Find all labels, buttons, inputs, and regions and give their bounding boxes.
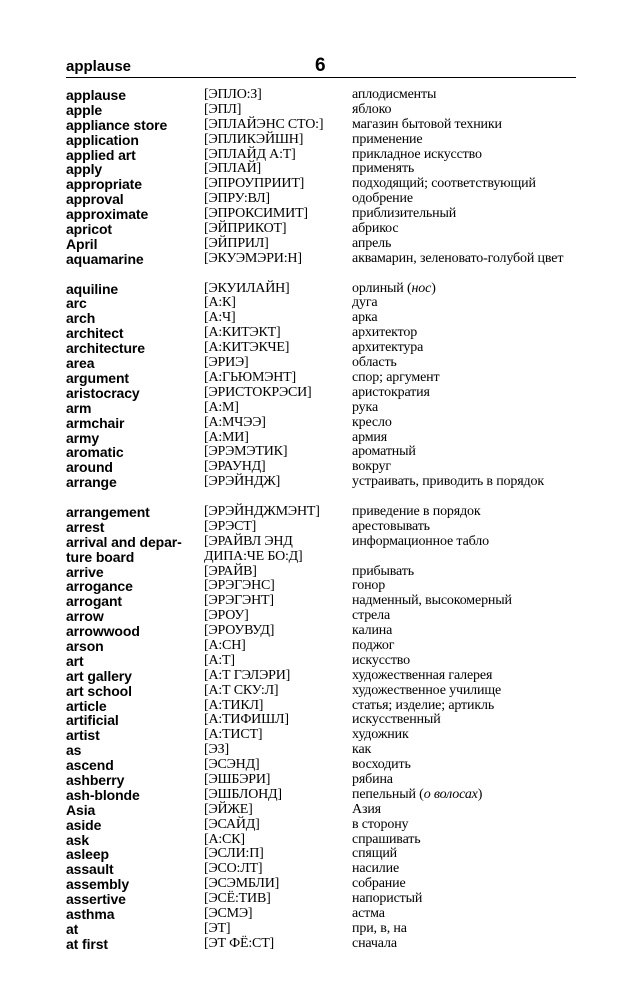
dictionary-entry xyxy=(66,654,586,669)
entry-translation-text: Азия xyxy=(352,801,381,817)
entry-translation-text: при, в, на xyxy=(352,920,407,936)
entry-pronunciation: [ЭЙПРИЛ] xyxy=(204,235,269,251)
entry-translation xyxy=(352,133,584,148)
dictionary-entry xyxy=(66,684,586,699)
entry-translation-text: поджог xyxy=(352,638,395,653)
entry-translation xyxy=(352,907,584,922)
entry-pronunciation: [ЭПРУ:ВЛ] xyxy=(204,191,270,207)
entry-translation xyxy=(352,535,584,550)
dictionary-entry xyxy=(66,907,586,922)
entry-translation-text: восходить xyxy=(352,757,411,773)
entry-translation xyxy=(352,594,584,609)
dictionary-entry xyxy=(66,162,586,177)
entry-headword: applied art xyxy=(66,146,136,163)
entry-translation xyxy=(352,356,584,371)
entry-translation xyxy=(352,431,584,446)
dictionary-entry xyxy=(66,609,586,624)
dictionary-entry xyxy=(66,401,586,416)
entry-headword: around xyxy=(66,459,113,476)
entry-headword: asthma xyxy=(66,906,115,923)
dictionary-entry xyxy=(66,445,586,460)
entry-translation xyxy=(352,341,584,356)
entry-translation-text: кресло xyxy=(352,414,392,430)
entry-list xyxy=(66,88,586,952)
dictionary-entry xyxy=(66,148,586,163)
entry-translation-text: спящий xyxy=(352,846,398,862)
entry-pronunciation: [А:К] xyxy=(204,295,236,311)
entry-headword: aromatic xyxy=(66,444,124,461)
entry-headword: arrowwood xyxy=(66,623,140,640)
entry-translation-text: вокруг xyxy=(352,459,391,475)
entry-translation xyxy=(352,847,584,862)
entry-pronunciation: [ЭРЭМЭТИК] xyxy=(204,444,288,460)
entry-translation-text: надменный, высокомерный xyxy=(352,593,512,609)
entry-pronunciation: [А:М] xyxy=(204,399,239,415)
entry-headword: appliance store xyxy=(66,116,168,133)
entry-headword: architecture xyxy=(66,340,145,357)
entry-headword: armchair xyxy=(66,414,125,431)
entry-translation xyxy=(352,207,584,222)
entry-translation xyxy=(352,148,584,163)
entry-pronunciation: [ЭЙЖЕ] xyxy=(204,801,253,817)
entry-headword: army xyxy=(66,429,100,446)
entry-headword: arrogance xyxy=(66,578,133,595)
entry-translation-text: искусственный xyxy=(352,712,441,728)
entry-translation xyxy=(352,654,584,669)
entry-headword: ask xyxy=(66,831,90,848)
dictionary-entry xyxy=(66,371,586,386)
entry-headword: arch xyxy=(66,310,96,327)
entry-headword: apply xyxy=(66,161,103,178)
entry-headword: apricot xyxy=(66,221,112,238)
dictionary-entry xyxy=(66,192,586,207)
entry-translation-text: аристократия xyxy=(352,384,430,400)
entry-translation-text: сначала xyxy=(352,935,397,951)
entry-translation-text: калина xyxy=(352,623,393,639)
entry-translation xyxy=(352,222,584,237)
entry-pronunciation: [А:Ч] xyxy=(204,310,236,326)
dictionary-entry xyxy=(66,818,586,833)
entry-translation xyxy=(352,639,584,654)
entry-pronunciation-line: ДИПА:ЧЕ БО:Д] xyxy=(204,548,303,564)
entry-headword: art school xyxy=(66,682,132,699)
dictionary-entry xyxy=(66,133,586,148)
entry-translation xyxy=(352,728,584,743)
entry-translation-text: апрель xyxy=(352,235,392,251)
dictionary-entry xyxy=(66,103,586,118)
dictionary-entry xyxy=(66,669,586,684)
entry-translation xyxy=(352,579,584,594)
entry-translation xyxy=(352,371,584,386)
entry-headword: arrest xyxy=(66,518,105,535)
entry-headword: as xyxy=(66,742,82,759)
dictionary-entry xyxy=(66,937,586,952)
dictionary-entry xyxy=(66,475,586,505)
dictionary-entry xyxy=(66,788,586,803)
entry-headword: arrogant xyxy=(66,593,122,610)
entry-pronunciation: [ЭШБЭРИ] xyxy=(204,772,271,788)
entry-translation-text: художественное училище xyxy=(352,682,502,698)
entry-translation-text: рука xyxy=(352,399,379,415)
entry-translation-text: арка xyxy=(352,310,378,326)
dictionary-entry xyxy=(66,416,586,431)
entry-translation xyxy=(352,713,584,728)
entry-headword: aquamarine xyxy=(66,250,144,267)
entry-usage-note: о волосах xyxy=(423,786,478,802)
dictionary-entry xyxy=(66,386,586,401)
entry-translation-text: арестовывать xyxy=(352,518,430,534)
entry-translation xyxy=(352,445,584,460)
entry-pronunciation: [А:МЧЭЭ] xyxy=(204,414,266,430)
entry-headword-line: ture board xyxy=(66,548,135,565)
entry-translation-text: художник xyxy=(352,727,409,743)
entry-translation-text: искусство xyxy=(352,652,411,668)
header-rule xyxy=(66,77,576,78)
entry-translation xyxy=(352,818,584,833)
entry-pronunciation: [ЭПРОУПРИИТ] xyxy=(204,176,305,192)
entry-headword: arson xyxy=(66,638,104,654)
entry-headword: assembly xyxy=(66,876,130,893)
entry-headword: argument xyxy=(66,369,129,386)
entry-usage-note: нос xyxy=(411,280,432,296)
dictionary-entry xyxy=(66,713,586,728)
entry-pronunciation: [ЭПЛИКЭЙШН] xyxy=(204,131,304,147)
entry-translation-text: одобрение xyxy=(352,191,413,207)
entry-headword xyxy=(66,535,204,565)
entry-translation: орлиный (нос) xyxy=(352,280,436,296)
entry-headword: arm xyxy=(66,399,92,416)
entry-pronunciation: [ЭСЭМБЛИ] xyxy=(204,876,280,892)
entry-headword: aquiline xyxy=(66,280,119,297)
entry-translation-text: астма xyxy=(352,906,385,922)
entry-translation-text: как xyxy=(352,742,372,758)
dictionary-entry xyxy=(66,341,586,356)
entry-translation xyxy=(352,877,584,892)
entry-pronunciation: [ЭПЛ] xyxy=(204,101,242,117)
entry-pronunciation: [ЭРЭЙНДЖМЭНТ] xyxy=(204,503,320,519)
dictionary-entry xyxy=(66,847,586,862)
entry-translation-text: пепельный xyxy=(352,786,416,802)
entry-translation xyxy=(352,684,584,699)
entry-pronunciation: [А:ТИКЛ] xyxy=(204,697,264,713)
entry-headword: artist xyxy=(66,727,100,744)
dictionary-entry xyxy=(66,460,586,475)
entry-pronunciation: [ЭПЛАЙЭНС СТО:] xyxy=(204,116,324,132)
entry-pronunciation: [ЭРОУВУД] xyxy=(204,623,275,639)
entry-pronunciation: [ЭРИЭ] xyxy=(204,355,249,371)
entry-pronunciation: [ЭПЛАЙ] xyxy=(204,161,261,177)
entry-translation-text: применять xyxy=(352,161,415,177)
entry-headword: applause xyxy=(66,87,126,103)
entry-translation xyxy=(352,624,584,639)
entry-translation-text: аквамарин, зеленовато-голубой цвет xyxy=(352,250,564,266)
entry-pronunciation: [ЭСО:ЛТ] xyxy=(204,861,263,877)
entry-headword: architect xyxy=(66,325,124,342)
entry-translation xyxy=(352,416,584,431)
entry-pronunciation: [ЭРАЙВ] xyxy=(204,563,257,579)
entry-translation xyxy=(352,177,584,192)
entry-translation xyxy=(352,892,584,907)
dictionary-entry xyxy=(66,579,586,594)
entry-pronunciation: [ЭСЛИ:П] xyxy=(204,846,264,862)
entry-translation xyxy=(352,609,584,624)
entry-translation xyxy=(352,669,584,684)
entry-pronunciation: [А:СН] xyxy=(204,638,246,653)
dictionary-entry xyxy=(66,207,586,222)
entry-translation xyxy=(352,862,584,877)
entry-translation xyxy=(352,520,584,535)
entry-pronunciation: [А:КИТЭКЧЕ] xyxy=(204,340,290,356)
entry-translation xyxy=(352,699,584,714)
entry-pronunciation-line: [ЭРАЙВЛ ЭНД xyxy=(204,533,293,549)
dictionary-entry xyxy=(66,922,586,937)
entry-translation-text: армия xyxy=(352,429,388,445)
entry-pronunciation: [ЭТ] xyxy=(204,920,231,936)
entry-headword: ash-blonde xyxy=(66,786,140,803)
entry-translation xyxy=(352,118,584,133)
entry-pronunciation: [ЭСЭНД] xyxy=(204,757,260,773)
page-number: 6 xyxy=(315,55,326,76)
entry-translation-text: дуга xyxy=(352,295,378,311)
entry-pronunciation: [ЭРОУ] xyxy=(204,608,249,624)
entry-headword: appropriate xyxy=(66,176,142,193)
entry-pronunciation: [ЭПЛАЙД А:Т] xyxy=(204,146,296,162)
entry-translation-text: архитектура xyxy=(352,340,424,356)
entry-headword: aristocracy xyxy=(66,384,140,401)
entry-headword: assault xyxy=(66,861,114,878)
entry-headword: arrange xyxy=(66,474,117,491)
entry-translation xyxy=(352,833,584,848)
entry-pronunciation: [А:ТИФИШЛ] xyxy=(204,712,289,728)
entry-translation-text: область xyxy=(352,355,397,371)
dictionary-entry xyxy=(66,594,586,609)
entry-headword: arrow xyxy=(66,608,104,625)
entry-translation-text: статья; изделие; артикль xyxy=(352,697,495,713)
entry-pronunciation: [А:СК] xyxy=(204,831,245,847)
entry-pronunciation xyxy=(204,535,351,565)
entry-pronunciation: [ЭСЁ:ТИВ] xyxy=(204,891,271,907)
dictionary-entry xyxy=(66,728,586,743)
entry-translation-text: яблоко xyxy=(352,101,392,117)
entry-pronunciation: [А:КИТЭКТ] xyxy=(204,325,281,341)
entry-pronunciation: [ЭЗ] xyxy=(204,742,229,758)
entry-translation xyxy=(352,460,584,475)
entry-translation xyxy=(352,743,584,758)
entry-translation-text: магазин бытовой техники xyxy=(352,116,502,132)
dictionary-entry xyxy=(66,699,586,714)
dictionary-entry xyxy=(66,311,586,326)
entry-translation xyxy=(352,803,584,818)
entry-translation xyxy=(352,401,584,416)
dictionary-entry xyxy=(66,520,586,535)
dictionary-entry xyxy=(66,88,586,103)
entry-pronunciation: [ЭПЛО:З] xyxy=(204,87,262,102)
entry-pronunciation: [А:Т] xyxy=(204,652,235,668)
entry-translation-text: применение xyxy=(352,131,423,147)
dictionary-entry xyxy=(66,177,586,192)
entry-pronunciation: [ЭКУИЛАЙН] xyxy=(204,280,290,296)
entry-translation-text: орлиный xyxy=(352,280,404,296)
entry-translation-text: в сторону xyxy=(352,816,409,832)
entry-translation xyxy=(352,922,584,937)
entry-pronunciation: [ЭСАЙД] xyxy=(204,816,260,832)
entry-translation xyxy=(352,192,584,207)
entry-translation-text: гонор xyxy=(352,578,386,594)
entry-pronunciation: [ЭКУЭМЭРИ:Н] xyxy=(204,250,302,266)
entry-translation xyxy=(352,386,584,401)
dictionary-entry xyxy=(66,282,586,297)
header-word: applause xyxy=(66,58,132,75)
entry-pronunciation: [ЭШБЛОНД] xyxy=(204,786,282,802)
entry-translation-text: подходящий; соответствующий xyxy=(352,176,536,192)
entry-translation-text: приблизительный xyxy=(352,206,457,222)
entry-translation xyxy=(352,758,584,773)
entry-headword: April xyxy=(66,235,98,252)
entry-headword: Asia xyxy=(66,801,96,818)
entry-translation xyxy=(352,773,584,788)
dictionary-entry xyxy=(66,252,586,282)
entry-headword: artificial xyxy=(66,712,119,729)
dictionary-entry xyxy=(66,833,586,848)
entry-pronunciation: [А:Т СКУ:Л] xyxy=(204,682,279,698)
dictionary-entry xyxy=(66,222,586,237)
entry-headword: arrive xyxy=(66,563,104,580)
dictionary-entry xyxy=(66,862,586,877)
entry-translation-text: напористый xyxy=(352,891,423,907)
entry-translation xyxy=(352,162,584,177)
entry-pronunciation: [ЭПРОКСИМИТ] xyxy=(204,206,308,222)
entry-pronunciation: [ЭРЭГЭНТ] xyxy=(204,593,274,609)
entry-headword: at xyxy=(66,920,79,937)
entry-headword: application xyxy=(66,131,139,148)
entry-headword: assertive xyxy=(66,891,126,908)
dictionary-entry xyxy=(66,624,586,639)
entry-pronunciation: [ЭРАУНД] xyxy=(204,459,266,475)
entry-headword-line: arrival and depar- xyxy=(66,533,182,550)
entry-translation-text: ароматный xyxy=(352,444,416,460)
entry-headword: approval xyxy=(66,191,124,208)
entry-translation xyxy=(352,103,584,118)
dictionary-entry xyxy=(66,803,586,818)
entry-translation xyxy=(352,505,584,520)
entry-headword: apple xyxy=(66,101,103,118)
entry-headword: ascend xyxy=(66,757,114,774)
entry-translation-text: аплодисменты xyxy=(352,87,437,102)
entry-headword: aside xyxy=(66,816,102,833)
entry-translation-text: прикладное искусство xyxy=(352,146,482,162)
entry-pronunciation: [ЭСМЭ] xyxy=(204,906,253,922)
entry-translation-text: художественная галерея xyxy=(352,667,493,683)
entry-headword: approximate xyxy=(66,206,149,223)
entry-headword: area xyxy=(66,355,95,372)
entry-pronunciation: [ЭРЭСТ] xyxy=(204,518,257,534)
dictionary-entry xyxy=(66,743,586,758)
entry-translation xyxy=(352,311,584,326)
dictionary-entry xyxy=(66,431,586,446)
entry-headword: art gallery xyxy=(66,667,132,684)
entry-headword: arc xyxy=(66,295,87,312)
dictionary-entry xyxy=(66,118,586,133)
entry-pronunciation: [ЭРЭГЭНС] xyxy=(204,578,275,594)
entry-pronunciation: [ЭРИСТОКРЭСИ] xyxy=(204,384,312,400)
entry-translation-text: информационное табло xyxy=(352,533,489,549)
running-header xyxy=(66,55,576,78)
entry-translation xyxy=(352,252,584,267)
entry-translation-text: насилие xyxy=(352,861,400,877)
dictionary-entry xyxy=(66,505,586,520)
entry-translation-text: рябина xyxy=(352,772,393,788)
entry-translation xyxy=(352,88,584,103)
entry-translation xyxy=(352,565,584,580)
entry-headword: article xyxy=(66,697,107,714)
entry-translation xyxy=(352,296,584,311)
dictionary-entry xyxy=(66,639,586,654)
entry-translation xyxy=(352,475,584,490)
entry-headword: arrangement xyxy=(66,503,150,520)
dictionary-entry xyxy=(66,877,586,892)
dictionary-entry xyxy=(66,565,586,580)
entry-translation-text: собрание xyxy=(352,876,406,892)
entry-pronunciation: [А:ГЬЮМЭНТ] xyxy=(204,369,296,385)
dictionary-entry xyxy=(66,758,586,773)
entry-translation-text: архитектор xyxy=(352,325,418,341)
entry-translation-text: приведение в порядок xyxy=(352,503,481,519)
entry-pronunciation: [А:МИ] xyxy=(204,429,249,445)
entry-translation-text: прибывать xyxy=(352,563,414,579)
entry-pronunciation: [А:ТИСТ] xyxy=(204,727,263,743)
entry-translation-text: спор; аргумент xyxy=(352,369,440,385)
dictionary-entry xyxy=(66,892,586,907)
entry-headword: ashberry xyxy=(66,772,125,789)
entry-translation xyxy=(352,326,584,341)
entry-translation-text: абрикос xyxy=(352,221,399,237)
entry-translation: пепельный (о волосах) xyxy=(352,786,483,802)
entry-translation-text: устраивать, приводить в порядок xyxy=(352,474,545,490)
entry-pronunciation: [ЭРЭЙНДЖ] xyxy=(204,474,281,490)
entry-pronunciation: [ЭЙПРИКОТ] xyxy=(204,221,287,237)
dictionary-entry xyxy=(66,296,586,311)
dictionary-entry xyxy=(66,326,586,341)
entry-pronunciation: [А:Т ГЭЛЭРИ] xyxy=(204,667,291,683)
entry-translation-text: спрашивать xyxy=(352,831,421,847)
entry-headword: at first xyxy=(66,935,108,952)
dictionary-entry xyxy=(66,535,586,565)
dictionary-entry xyxy=(66,356,586,371)
entry-translation-text: стрела xyxy=(352,608,391,624)
entry-translation xyxy=(352,237,584,252)
dictionary-entry xyxy=(66,237,586,252)
entry-pronunciation: [ЭТ ФЁ:СТ] xyxy=(204,935,275,951)
entry-headword: asleep xyxy=(66,846,109,863)
entry-translation xyxy=(352,937,584,952)
dictionary-entry xyxy=(66,773,586,788)
entry-headword: art xyxy=(66,652,84,669)
